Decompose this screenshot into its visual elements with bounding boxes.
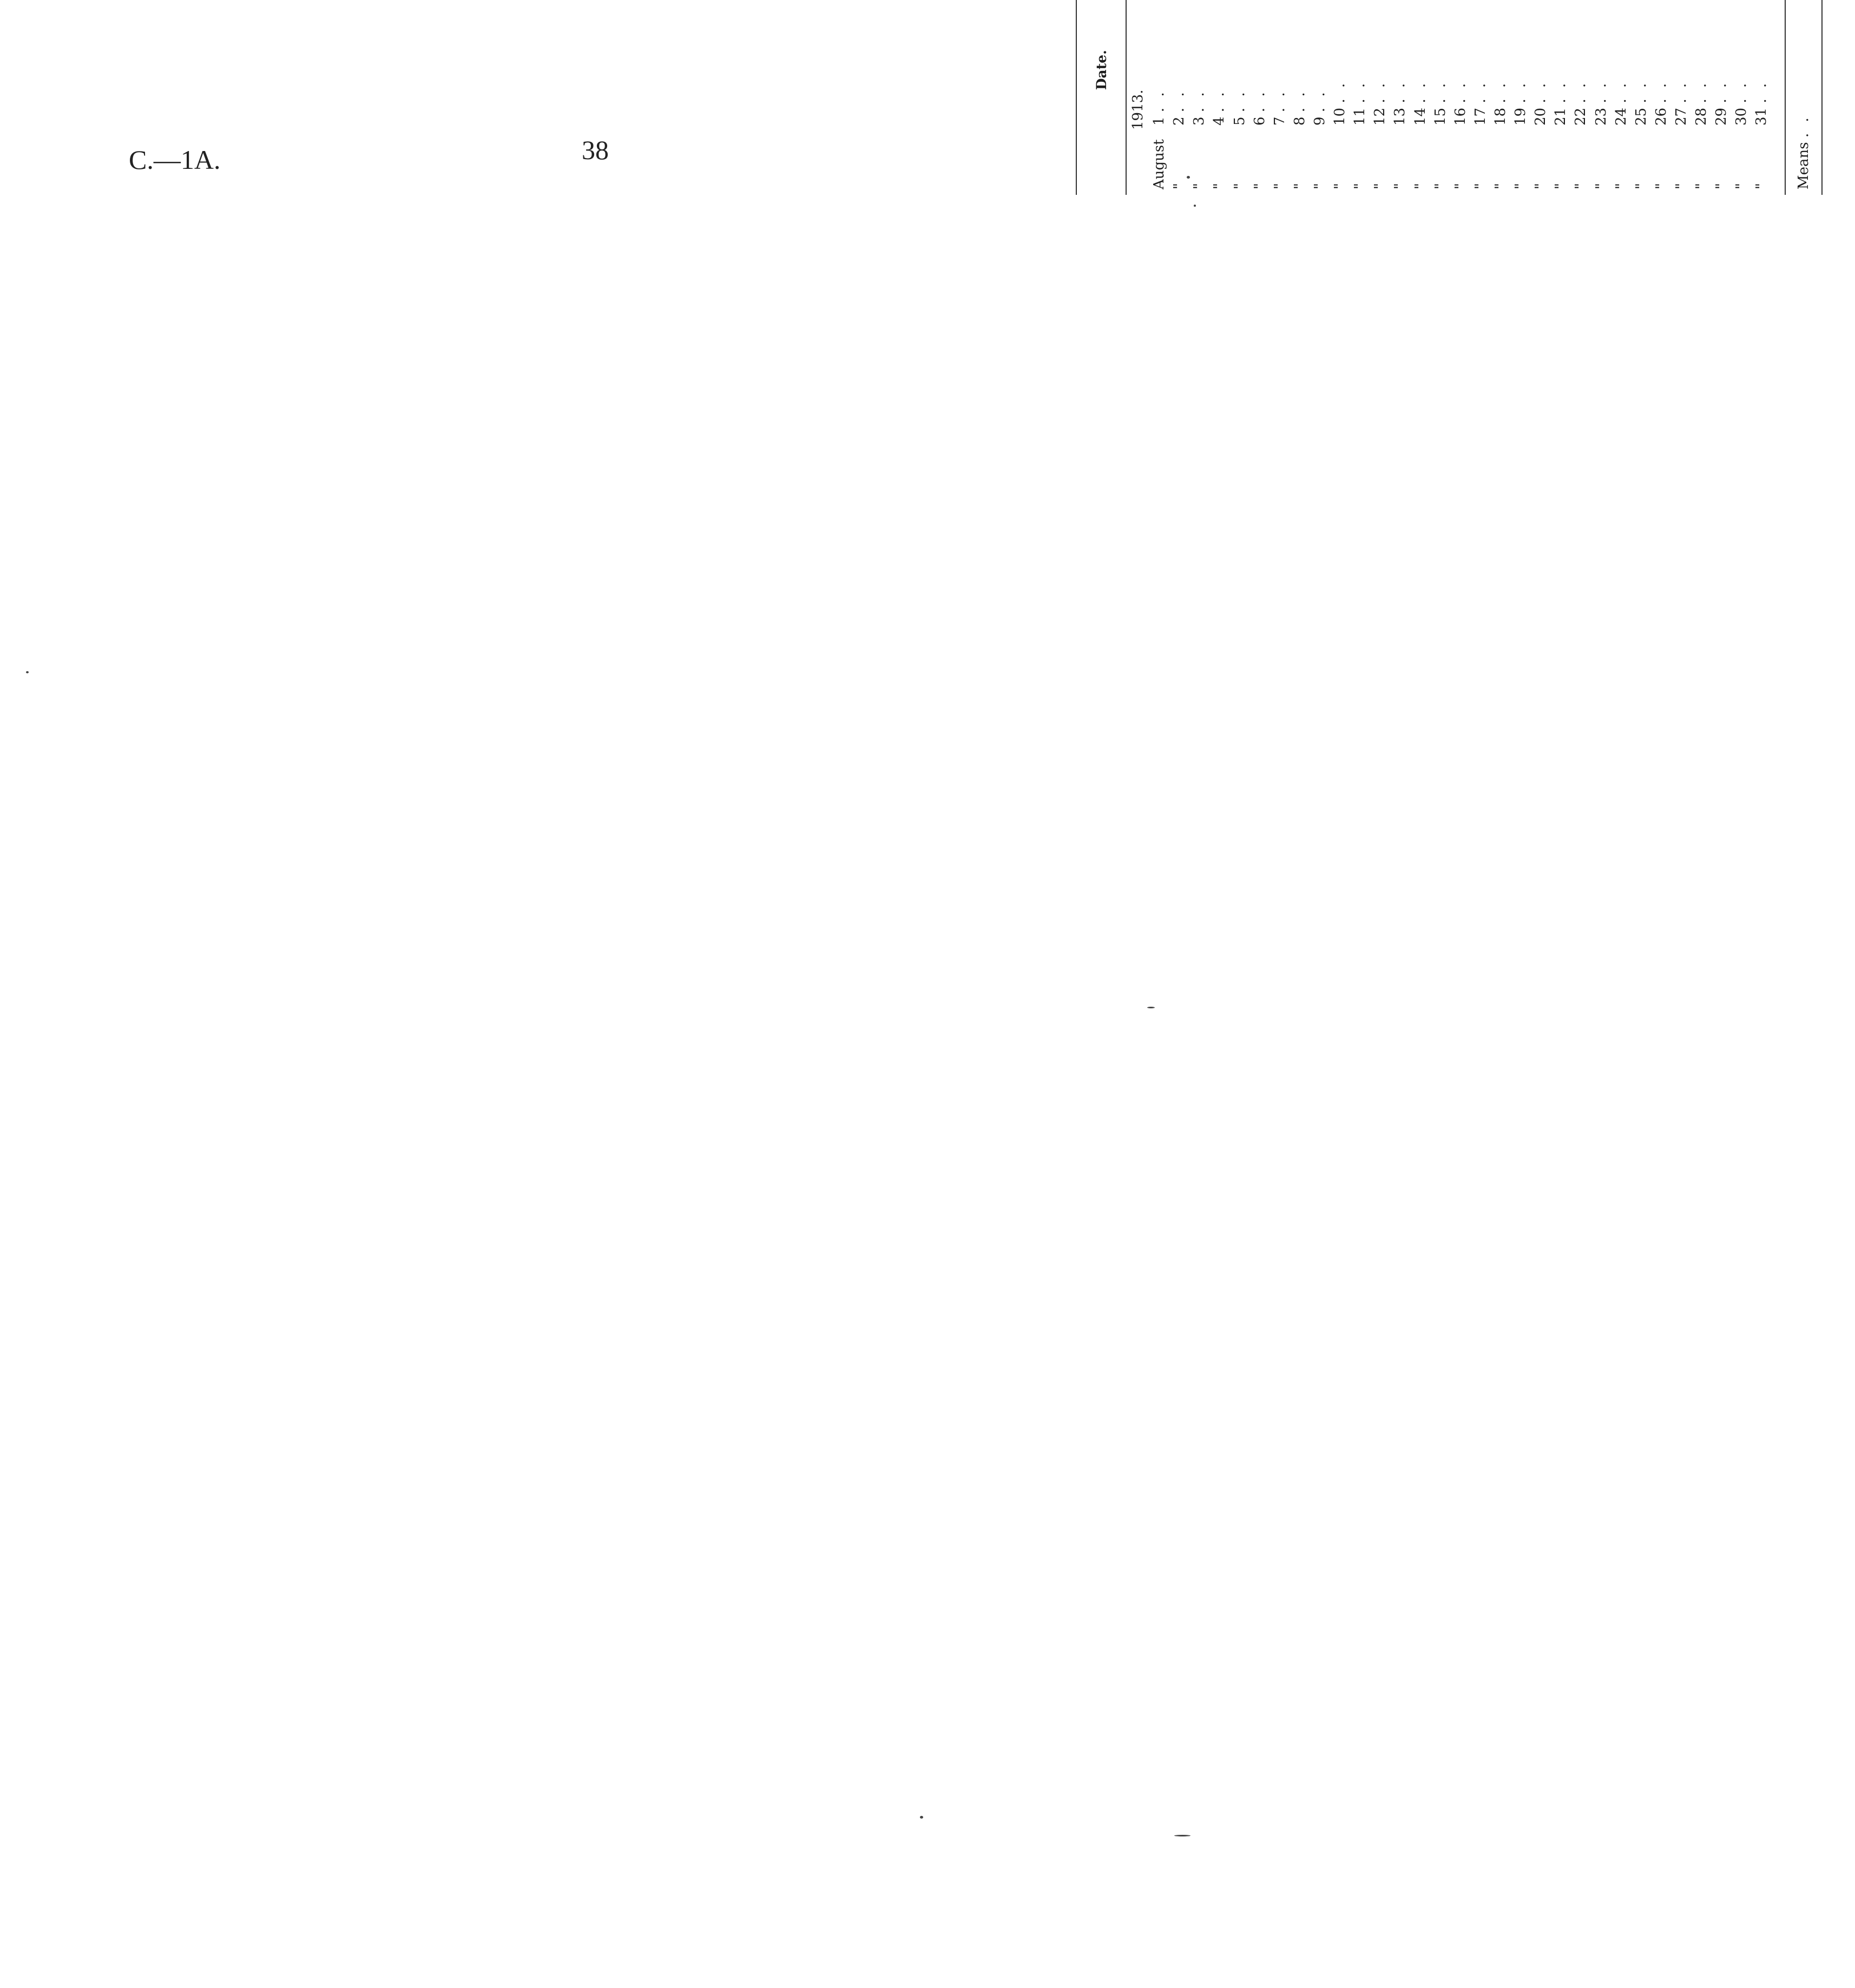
table-subtitle	[1043, 0, 1066, 195]
table-row	[1370, 0, 1390, 195]
day-label: 17	[1472, 107, 1489, 126]
leader-dots: . .	[1753, 80, 1770, 103]
day-label: 27	[1673, 107, 1689, 126]
day-label: 21	[1553, 107, 1569, 126]
empty-cell	[1772, 0, 1785, 195]
leader-dots: . .	[1633, 80, 1649, 103]
date-cell	[1390, 0, 1410, 195]
leader-dots: . .	[1231, 89, 1248, 113]
day-label: 2	[1171, 116, 1188, 126]
month-label: "	[1251, 183, 1268, 189]
day-label: 9	[1311, 116, 1328, 126]
month-label: "	[1472, 183, 1489, 189]
date-cell	[1591, 0, 1611, 195]
table-row	[1732, 0, 1752, 195]
table-row	[1470, 0, 1490, 195]
month-label: "	[1673, 183, 1689, 189]
day-label: 4	[1211, 116, 1228, 126]
date-cell	[1310, 0, 1330, 195]
gap-row	[1772, 0, 1785, 195]
month-label: "	[1512, 183, 1529, 189]
print-speck	[1174, 1835, 1190, 1836]
date-cell	[1430, 0, 1450, 195]
table-row	[1410, 0, 1430, 195]
date-cell	[1631, 0, 1651, 195]
leader-dots: . .	[1472, 80, 1489, 103]
leader-dots: . .	[1311, 89, 1328, 113]
table-row	[1430, 0, 1450, 195]
day-label: 25	[1633, 107, 1649, 126]
day-label: 11	[1352, 107, 1369, 126]
day-label: 19	[1512, 107, 1529, 126]
table-row	[1350, 0, 1370, 195]
day-label: 20	[1532, 107, 1549, 126]
day-label: 28	[1693, 107, 1710, 126]
month-label: "	[1171, 183, 1188, 189]
day-label: 12	[1372, 107, 1389, 126]
table-title	[1011, 0, 1036, 195]
leader-dots: . .	[1352, 80, 1369, 103]
leader-dots: . .	[1593, 80, 1609, 103]
table-row	[1490, 0, 1510, 195]
date-cell	[1330, 0, 1350, 195]
leader-dots: . .	[1512, 80, 1529, 103]
month-label: "	[1613, 183, 1629, 189]
table-row	[1229, 0, 1249, 195]
print-speck	[920, 1816, 923, 1819]
year-row	[1126, 0, 1149, 195]
leader-dots: . .	[1653, 80, 1669, 103]
date-cell	[1470, 0, 1490, 195]
day-label: 29	[1713, 107, 1730, 126]
date-cell	[1490, 0, 1510, 195]
month-label: "	[1271, 183, 1288, 189]
month-label: "	[1291, 183, 1308, 189]
day-label: 30	[1733, 107, 1750, 126]
date-cell	[1450, 0, 1470, 195]
table-header-row	[1076, 0, 1126, 195]
month-label: "	[1372, 183, 1389, 189]
table-row	[1290, 0, 1310, 195]
leader-dots: . .	[1795, 114, 1812, 138]
date-cell	[1531, 0, 1551, 195]
month-label: "	[1311, 183, 1328, 189]
page-number: 38	[582, 135, 609, 165]
date-cell	[1752, 0, 1772, 195]
day-label: 3	[1191, 116, 1208, 126]
table-row	[1189, 0, 1209, 195]
table-row	[1671, 0, 1691, 195]
date-cell	[1651, 0, 1671, 195]
leader-dots: . .	[1412, 80, 1429, 103]
month-label: "	[1452, 183, 1469, 189]
month-label: "	[1412, 183, 1429, 189]
month-label: "	[1733, 183, 1750, 189]
date-cell	[1189, 0, 1209, 195]
table-row	[1330, 0, 1350, 195]
date-cell	[1611, 0, 1631, 195]
day-label: 18	[1492, 107, 1509, 126]
leader-dots: . .	[1492, 80, 1509, 103]
leader-dots: . .	[1432, 80, 1449, 103]
date-cell	[1551, 0, 1571, 195]
date-cell	[1169, 0, 1189, 195]
leader-dots: . .	[1673, 80, 1689, 103]
month-label: "	[1573, 183, 1589, 189]
day-label: 1	[1151, 116, 1168, 126]
leader-dots: . .	[1733, 80, 1750, 103]
date-cell	[1249, 0, 1269, 195]
date-cell	[1269, 0, 1290, 195]
means-label-cell	[1785, 0, 1822, 195]
month-label: "	[1191, 183, 1208, 189]
table-row	[1692, 0, 1712, 195]
leader-dots: . .	[1271, 89, 1288, 113]
print-speck	[1194, 205, 1196, 207]
table-row	[1531, 0, 1551, 195]
table-row	[1209, 0, 1229, 195]
date-cell	[1350, 0, 1370, 195]
hourly-declination-table	[1076, 0, 1823, 195]
leader-dots: . .	[1191, 89, 1208, 113]
month-label: "	[1532, 183, 1549, 189]
table-row	[1450, 0, 1470, 195]
month-label: "	[1211, 183, 1228, 189]
date-cell	[1370, 0, 1390, 195]
table-row	[1712, 0, 1732, 195]
day-label: 24	[1613, 107, 1629, 126]
leader-dots: . .	[1291, 89, 1308, 113]
month-label: August	[1151, 139, 1168, 189]
month-label: "	[1593, 183, 1609, 189]
day-label: 22	[1573, 107, 1589, 126]
date-cell	[1712, 0, 1732, 195]
month-label: "	[1392, 183, 1409, 189]
date-cell	[1290, 0, 1310, 195]
year-label: 1913.	[1129, 89, 1146, 130]
table-row	[1651, 0, 1671, 195]
date-cell	[1571, 0, 1591, 195]
day-label: 7	[1271, 116, 1288, 126]
table-row	[1551, 0, 1571, 195]
day-label: 15	[1432, 107, 1449, 126]
date-cell	[1671, 0, 1691, 195]
table-row	[1631, 0, 1651, 195]
table-row	[1249, 0, 1269, 195]
day-label: 23	[1593, 107, 1609, 126]
table-row	[1149, 0, 1169, 195]
day-label: 16	[1452, 107, 1469, 126]
leader-dots: . .	[1372, 80, 1389, 103]
rotated-table-block	[1011, 0, 1855, 195]
day-label: 31	[1753, 107, 1770, 126]
print-speck	[26, 671, 29, 673]
month-label: "	[1492, 183, 1509, 189]
month-label: "	[1713, 183, 1730, 189]
col-header-date: Date.	[1076, 0, 1126, 195]
print-speck	[1187, 176, 1190, 179]
day-label: 6	[1251, 116, 1268, 126]
means-row	[1785, 0, 1822, 195]
date-cell	[1692, 0, 1712, 195]
day-label: 26	[1653, 107, 1669, 126]
running-head: C.—1A.	[129, 145, 221, 175]
leader-dots: . .	[1392, 80, 1409, 103]
print-speck	[1147, 1007, 1155, 1008]
date-cell	[1149, 0, 1169, 195]
leader-dots: . .	[1693, 80, 1710, 103]
month-label: "	[1231, 183, 1248, 189]
date-cell	[1732, 0, 1752, 195]
means-label: Means	[1795, 142, 1812, 189]
table-row	[1591, 0, 1611, 195]
leader-dots: . .	[1171, 89, 1188, 113]
day-label: 5	[1231, 116, 1248, 126]
table-row	[1390, 0, 1410, 195]
leader-dots: . .	[1713, 80, 1730, 103]
leader-dots: . .	[1151, 89, 1168, 113]
leader-dots: . .	[1573, 80, 1589, 103]
table-row	[1310, 0, 1330, 195]
date-cell	[1209, 0, 1229, 195]
table-row	[1511, 0, 1531, 195]
month-label: "	[1352, 183, 1369, 189]
month-label: "	[1633, 183, 1649, 189]
leader-dots: . .	[1613, 80, 1629, 103]
day-label: 8	[1291, 116, 1308, 126]
table-row	[1269, 0, 1290, 195]
table-row	[1611, 0, 1631, 195]
leader-dots: . .	[1211, 89, 1228, 113]
date-cell	[1410, 0, 1430, 195]
month-label: "	[1432, 183, 1449, 189]
day-label: 13	[1392, 107, 1409, 126]
month-label: "	[1693, 183, 1710, 189]
leader-dots: . .	[1251, 89, 1268, 113]
day-label: 14	[1412, 107, 1429, 126]
table-row	[1752, 0, 1772, 195]
month-label: "	[1553, 183, 1569, 189]
leader-dots: . .	[1332, 80, 1349, 103]
table-row	[1169, 0, 1189, 195]
month-label: "	[1332, 183, 1349, 189]
date-cell	[1229, 0, 1249, 195]
month-label: "	[1753, 183, 1770, 189]
month-label: "	[1653, 183, 1669, 189]
day-label: 10	[1332, 107, 1349, 126]
leader-dots: . .	[1532, 80, 1549, 103]
leader-dots: . .	[1553, 80, 1569, 103]
leader-dots: . .	[1452, 80, 1469, 103]
table-row	[1571, 0, 1591, 195]
date-cell	[1511, 0, 1531, 195]
